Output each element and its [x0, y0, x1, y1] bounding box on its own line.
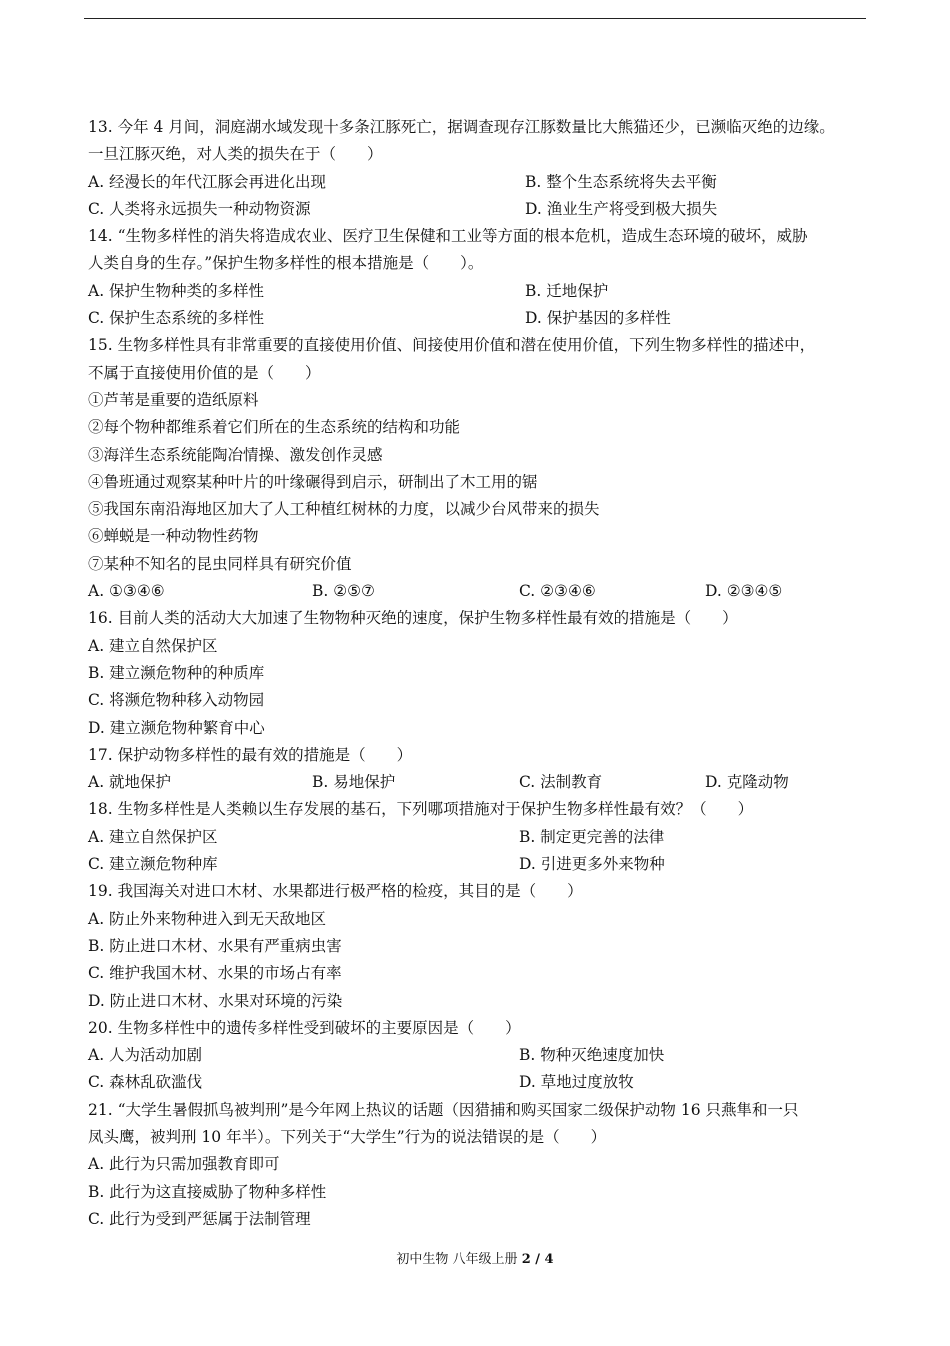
question-20: [88, 1015, 868, 1097]
statement-item: ⑦某种不知名的昆虫同样具有研究价值: [88, 554, 352, 573]
option-d: D. 引进更多外来物种: [519, 855, 665, 874]
question-list: [88, 114, 868, 1233]
option-row: [88, 851, 868, 878]
question-18: [88, 796, 868, 878]
option-b: B. ②⑤⑦: [312, 582, 375, 601]
question-stem: 人类自身的生存。”保护生物多样性的根本措施是（ ）。: [88, 254, 484, 273]
option-a: A. 保护生物种类的多样性: [88, 281, 265, 300]
question-stem: 19. 我国海关对进口木材、水果都进行极严格的检疫，其目的是（ ）: [88, 882, 583, 901]
option-b: B. 制定更完善的法律: [519, 827, 665, 846]
question-stem: 17. 保护动物多样性的最有效的措施是（ ）: [88, 745, 413, 764]
question-13: [88, 114, 868, 223]
option-b: B. 整个生态系统将失去平衡: [525, 172, 717, 191]
option-d: D. 渔业生产将受到极大损失: [525, 199, 718, 218]
option-d: D. 建立濒危物种繁育中心: [88, 718, 265, 737]
option-c: C. 建立濒危物种库: [88, 855, 218, 874]
footer-text: 初中生物 八年级上册: [396, 1252, 522, 1267]
question-stem: 14. “生物多样性的消失将造成农业、医疗卫生保健和工业等方面的根本危机，造成生态环境的破坏，威胁: [88, 227, 808, 246]
option-b: B. 迁地保护: [525, 281, 609, 300]
option-b: B. 建立濒危物种的种质库: [88, 663, 265, 682]
option-c: C. ②③④⑥: [519, 582, 596, 601]
option-b: B. 物种灭绝速度加快: [519, 1046, 665, 1065]
option-a: A. 经漫长的年代江豚会再进化出现: [88, 172, 327, 191]
question-stem: 18. 生物多样性是人类赖以生存发展的基石，下列哪项措施对于保护生物多样性最有效？（ ）: [88, 800, 754, 819]
option-c: C. 将濒危物种移入动物园: [88, 691, 265, 710]
option-a: A. 建立自然保护区: [88, 827, 218, 846]
option-d: D. 克隆动物: [705, 773, 789, 792]
statement-item: ③海洋生态系统能陶冶情操、激发创作灵感: [88, 445, 383, 464]
option-a: A. 此行为只需加强教育即可: [88, 1155, 280, 1174]
option-b: B. 防止进口木材、水果有严重病虫害: [88, 936, 342, 955]
option-a: A. 就地保护: [88, 773, 172, 792]
question-stem: 13. 今年 4 月间，洞庭湖水域发现十多条江豚死亡，据调查现存江豚数量比大熊猫还少，已濒临灭绝的边缘。: [88, 118, 835, 136]
statement-item: ⑤我国东南沿海地区加大了人工种植红树林的力度，以减少台风带来的损失: [88, 500, 600, 519]
option-c: C. 此行为受到严惩属于法制管理: [88, 1209, 311, 1228]
option-row: [88, 1069, 868, 1096]
option-row: [88, 824, 868, 851]
question-stem: 16. 目前人类的活动大大加速了生物物种灭绝的速度，保护生物多样性最有效的措施是（ ）: [88, 609, 738, 628]
header-rule: [84, 18, 866, 19]
option-row: [88, 769, 868, 796]
option-row: [88, 1042, 868, 1069]
question-stem: 15. 生物多样性具有非常重要的直接使用价值、间接使用价值和潜在使用价值，下列生物多样性的描述中，: [88, 336, 816, 355]
option-c: C. 维护我国木材、水果的市场占有率: [88, 964, 342, 983]
option-d: D. 防止进口木材、水果对环境的污染: [88, 991, 343, 1010]
question-16: [88, 605, 868, 741]
option-row: [88, 578, 868, 605]
question-15: [88, 332, 868, 605]
option-row: [88, 196, 868, 223]
option-c: C. 人类将永远损失一种动物资源: [88, 199, 311, 218]
page-footer: [0, 1248, 950, 1267]
option-c: C. 森林乱砍滥伐: [88, 1073, 203, 1092]
option-row: [88, 169, 868, 196]
question-stem: 20. 生物多样性中的遗传多样性受到破坏的主要原因是（ ）: [88, 1018, 521, 1037]
option-c: C. 法制教育: [519, 773, 603, 792]
option-a: A. ①③④⑥: [88, 582, 165, 601]
question-21: [88, 1097, 868, 1233]
option-a: A. 防止外来物种进入到无天敌地区: [88, 909, 327, 928]
option-c: C. 保护生态系统的多样性: [88, 309, 265, 328]
question-stem: 不属于直接使用价值的是（ ）: [88, 363, 321, 382]
option-d: D. 草地过度放牧: [519, 1073, 634, 1092]
question-19: [88, 878, 868, 1014]
option-row: [88, 278, 868, 305]
option-b: B. 此行为这直接威胁了物种多样性: [88, 1182, 327, 1201]
statement-item: ①芦苇是重要的造纸原料: [88, 390, 259, 409]
statement-item: ④鲁班通过观察某种叶片的叶缘碾得到启示，研制出了木工用的锯: [88, 472, 538, 491]
statement-item: ⑥蝉蜕是一种动物性药物: [88, 527, 259, 546]
question-stem: 21. “大学生暑假抓鸟被判刑”是今年网上热议的话题（因猎捕和购买国家二级保护动物 16 只燕隼和一只: [88, 1100, 799, 1119]
option-b: B. 易地保护: [312, 773, 396, 792]
question-14: [88, 223, 868, 332]
question-17: [88, 742, 868, 797]
option-a: A. 建立自然保护区: [88, 636, 218, 655]
question-stem: 一旦江豚灭绝，对人类的损失在于（ ）: [88, 145, 383, 164]
option-row: [88, 305, 868, 332]
statement-item: ②每个物种都维系着它们所在的生态系统的结构和功能: [88, 418, 461, 437]
question-stem: 凤头鹰，被判刑 10 年半）。下列关于“大学生”行为的说法错误的是（ ）: [88, 1127, 607, 1146]
page-number: 2 / 4: [521, 1252, 554, 1267]
option-a: A. 人为活动加剧: [88, 1046, 203, 1065]
option-d: D. ②③④⑤: [705, 582, 783, 601]
option-d: D. 保护基因的多样性: [525, 309, 671, 328]
